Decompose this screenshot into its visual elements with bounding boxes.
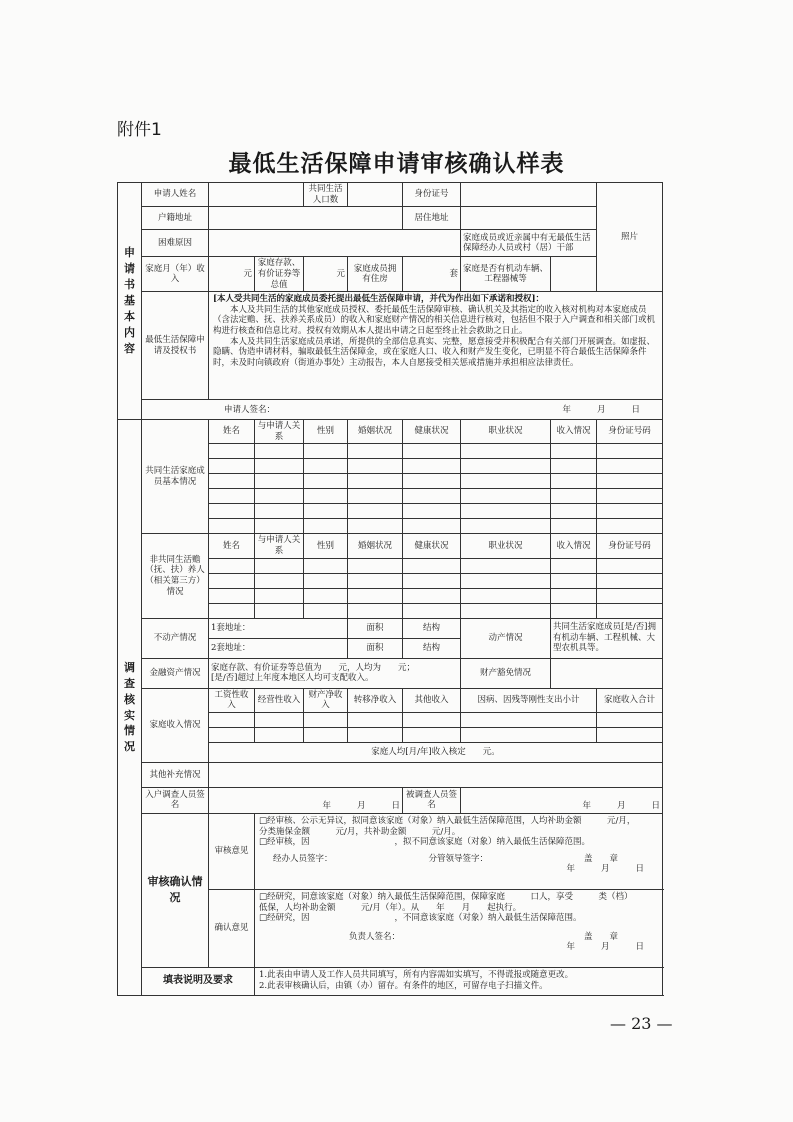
income-header: 家庭收入合计 (597, 688, 663, 712)
note-2: 2.此表审核确认后，由镇（办）留存。有条件的地区，可留存电子扫描文件。 (259, 980, 548, 991)
vehicles-label: 家庭是否有机动车辆、工程器械等 (461, 257, 551, 292)
income-header: 财产净收入 (304, 688, 348, 712)
supporters-header: 姓名 (209, 534, 255, 558)
household-address-label: 户籍地址 (142, 207, 209, 230)
house-2-address[interactable]: 2套地址： (209, 638, 348, 658)
page-number: — 23 — (610, 1014, 673, 1033)
house-1-area: 面积 (348, 618, 403, 638)
members-label: 共同生活家庭成员基本情况 (142, 420, 209, 534)
housing-label: 家庭成员拥有住房 (348, 257, 403, 292)
application-form-table (117, 182, 663, 996)
investigated-signature[interactable] (461, 787, 663, 813)
note-1: 1.此表由申请人及工作人员共同填写，所有内容需如实填写，不得谎报或随意更改。 (259, 969, 574, 980)
responsible-signature-label: 负责人签名： (349, 931, 401, 942)
co-living-label: 共同生活人口数 (304, 183, 348, 207)
supporters-header: 收入情况 (551, 534, 597, 558)
stamp-label: 盖 章 (583, 853, 618, 864)
monthly-income-label: 家庭月（年）收入 (142, 257, 209, 292)
exempt-label: 财产豁免情况 (461, 658, 551, 688)
year-label: 年 (566, 864, 575, 875)
stamp-label: 盖 章 (583, 931, 618, 942)
supporters-header: 职业状况 (461, 534, 551, 558)
house-2-area: 面积 (348, 638, 403, 658)
difficulty-label: 困难原因 (142, 230, 209, 257)
finance-line-1: 家庭存款、有价证券等总值为 元，人均为 元； (211, 662, 416, 673)
house-1-structure: 结构 (403, 618, 461, 638)
supporters-header: 婚姻状况 (348, 534, 403, 558)
authorization-text (209, 292, 663, 400)
realestate-label: 不动产情况 (142, 618, 209, 658)
finance-line-2: [是/否]超过上年度本地区人均可支配收入。 (211, 673, 374, 684)
day-label: 日 (635, 942, 644, 953)
confirm-text[interactable] (255, 889, 663, 967)
unit-yuan: 元 (243, 268, 252, 279)
finance-text (209, 658, 461, 688)
review-line-1: □经审核、公示无异议，拟同意该家庭（对象）纳入最低生活保障范围，人均补助金额 元/月， (259, 815, 636, 826)
household-address-field[interactable] (209, 207, 403, 230)
month-label: 月 (600, 942, 610, 953)
applicant-name-field[interactable] (209, 183, 304, 207)
authorization-label: 最低生活保障申请及授权书 (142, 292, 209, 400)
confirm-line-3: □经研究，因 ，不同意该家庭（对象）纳入最低生活保障范围。 (259, 913, 582, 924)
month-label: 月 (600, 864, 610, 875)
other-field[interactable] (209, 762, 663, 787)
month-label: 月 (596, 405, 606, 416)
confirm-line-2: 低保，人均补助金额 元/月（年）。从 年 月 起执行。 (259, 902, 522, 913)
applicant-signature-row[interactable] (142, 400, 663, 420)
income-header: 转移净收入 (348, 688, 403, 712)
confirm-line-1: □经研究，同意该家庭（对象）纳入最低生活保障范围，保障家庭 口人，享受 类（档） (259, 891, 633, 902)
supporters-header: 健康状况 (403, 534, 461, 558)
year-label: 年 (566, 942, 575, 953)
co-living-field[interactable] (348, 183, 403, 207)
review-line-2: 分类施保金额 元/月，共补助金额 元/月。 (259, 826, 461, 837)
day-label: 日 (651, 801, 660, 812)
investigator-label: 入户调查人员签名 (142, 787, 209, 813)
authorization-heading: [本人受共同生活的家庭成员委托提出最低生活保障申请，并代为作出如下承诺和授权]： (213, 294, 545, 305)
movable-label: 动产情况 (461, 618, 551, 658)
members-header: 姓名 (209, 420, 255, 444)
deposits-field[interactable] (304, 257, 348, 292)
unit-yuan-2: 元 (336, 268, 345, 279)
other-label: 其他补充情况 (142, 762, 209, 787)
difficulty-field[interactable] (209, 230, 461, 257)
movable-text: 共同生活家庭成员[是/否]拥有机动车辆、工程机械、大型农机具等。 (551, 618, 663, 658)
residence-field[interactable] (461, 207, 597, 230)
house-1-address[interactable]: 1套地址： (209, 618, 348, 638)
income-header: 因病、因残等刚性支出小计 (461, 688, 597, 712)
authorization-paragraph-1: 本人及共同生活的其他家庭成员授权、委托最低生活保障审核、确认机关及其指定的收入核对机构对本家庭成员（含法定赡、抚、扶养关系成员）的收入和家庭财产情况的相关信息进行核对，包括但不限于入户调查和相关部门或机构进行核查和信息比对。授权有效期从本人提出申请之日起至终止社会救助之日止。 (213, 304, 656, 336)
deposits-label: 家庭存款、有价证券等总值 (255, 257, 304, 292)
income-header: 经营性收入 (255, 688, 304, 712)
applicant-name-label: 申请人姓名 (142, 183, 209, 207)
income-label: 家庭收入情况 (142, 688, 209, 762)
year-label: 年 (582, 801, 591, 812)
year-label: 年 (322, 801, 331, 812)
per-capita-income[interactable]: 家庭人均[月/年]收入核定 元。 (209, 742, 663, 762)
attachment-label: 附件1 (117, 120, 162, 140)
applicant-signature-label: 申请人签名： (224, 405, 276, 416)
day-label: 日 (631, 405, 640, 416)
id-number-label: 身份证号 (403, 183, 461, 207)
members-header: 收入情况 (551, 420, 597, 444)
finance-label: 金融资产情况 (142, 658, 209, 688)
handler-signature-label: 经办人员签字： (273, 853, 333, 864)
house-2-structure: 结构 (403, 638, 461, 658)
members-header: 健康状况 (403, 420, 461, 444)
month-label: 月 (356, 801, 366, 812)
housing-field[interactable] (403, 257, 461, 292)
members-header: 身份证号码 (597, 420, 663, 444)
notes-text (255, 967, 663, 995)
members-header: 职业状况 (461, 420, 551, 444)
members-header: 与申请人关系 (255, 420, 304, 444)
year-label: 年 (562, 405, 571, 416)
review-line-3: □经审核，因 ，拟不同意该家庭（对象）纳入最低生活保障范围。 (259, 837, 591, 848)
investigated-label: 被调查人员签名 (403, 787, 461, 813)
supporters-label: 非共同生活赡（抚、扶）养人（相关第三方）情况 (142, 534, 209, 618)
supporters-header: 身份证号码 (597, 534, 663, 558)
unit-tao: 套 (449, 268, 458, 279)
section-investigation-label: 调查核实情况 (118, 420, 142, 996)
authorization-paragraph-2: 本人及共同生活家庭成员承诺，所提供的全部信息真实、完整，愿意接受并积极配合有关部门开展调查。如虚报、隐瞒、伪造申请材料，骗取最低生活保障金，或在家庭人口、收入和财产发生变化，已明显不符合最低生活保障条件时，未及时向镇政府（街道办事处）主动报告，本人自愿接受相关惩戒措施并承担相应法律责任。 (213, 336, 656, 368)
review-label: 审核意见 (209, 813, 255, 889)
leader-signature-label: 分管领导签字： (428, 853, 488, 864)
exempt-field[interactable] (551, 658, 663, 688)
notes-label: 填表说明及要求 (142, 967, 255, 995)
photo-box[interactable]: 照片 (597, 183, 663, 292)
income-header: 工资性收入 (209, 688, 255, 712)
review-text[interactable] (255, 813, 663, 889)
id-number-field[interactable] (461, 183, 597, 207)
section-review-label: 审核确认情况 (142, 813, 209, 967)
income-header: 其他收入 (403, 688, 461, 712)
day-label: 日 (635, 864, 644, 875)
supporters-header: 性别 (304, 534, 348, 558)
members-header: 婚姻状况 (348, 420, 403, 444)
residence-label: 居住地址 (403, 207, 461, 230)
section-application-label: 申请书基本内容 (118, 183, 142, 420)
investigator-signature[interactable] (209, 787, 403, 813)
monthly-income-field[interactable] (209, 257, 255, 292)
confirm-label: 确认意见 (209, 889, 255, 967)
members-header: 性别 (304, 420, 348, 444)
month-label: 月 (616, 801, 626, 812)
day-label: 日 (391, 801, 400, 812)
relatives-cadre-label: 家庭成员或近亲属中有无最低生活保障经办人员或村（居）干部 (461, 230, 597, 257)
form-title: 最低生活保障申请审核确认样表 (228, 150, 565, 177)
supporters-header: 与申请人关系 (255, 534, 304, 558)
